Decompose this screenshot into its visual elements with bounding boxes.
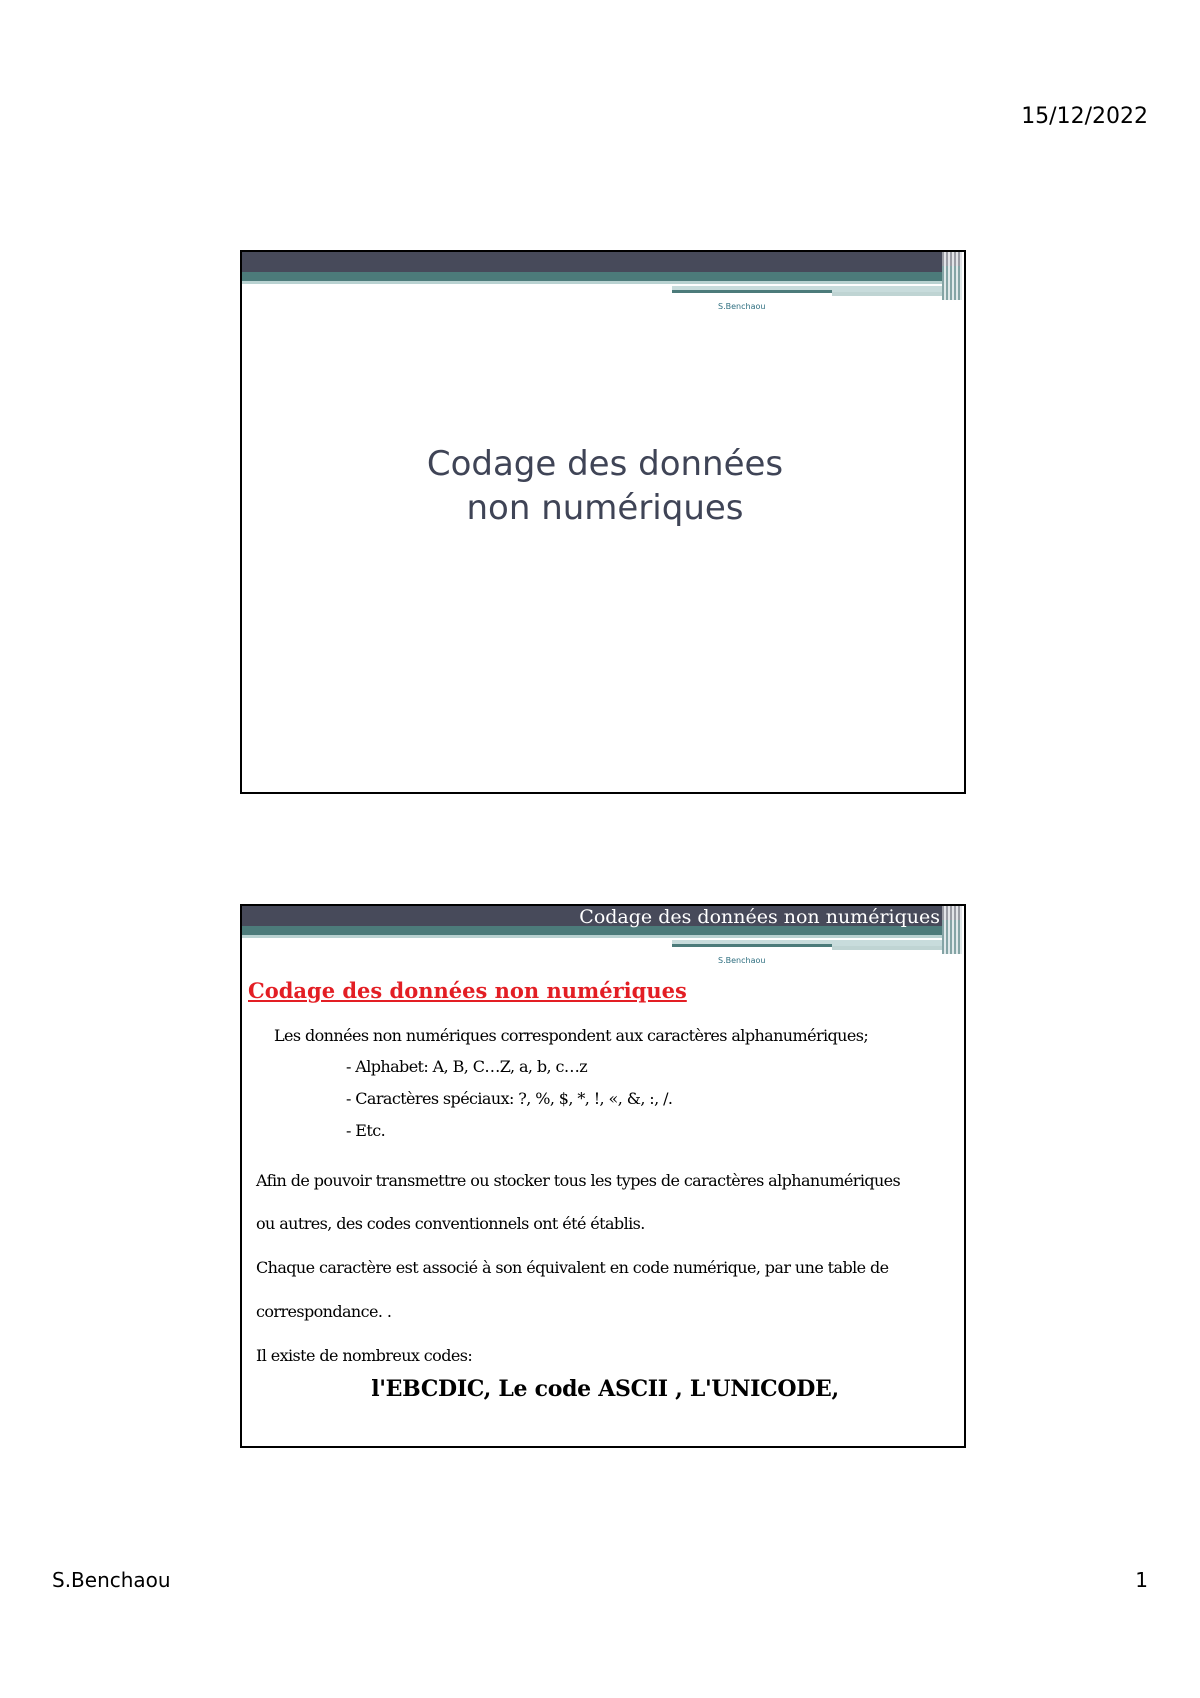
paragraph-3: Il existe de nombreux codes:: [256, 1346, 473, 1365]
header-bar-dark: [242, 252, 942, 272]
codes-list: l'EBCDIC, Le code ASCII , L'UNICODE,: [371, 1376, 839, 1402]
slide-title-line-1: Codage des données: [426, 444, 784, 484]
header-bar-pale-tail: [832, 292, 942, 296]
slide-header-decoration: [242, 252, 964, 322]
slide-author-small: S.Benchaou: [718, 956, 766, 965]
paragraph-2-line-1: Chaque caractère est associé à son équivalent en code numérique, par une table de: [256, 1258, 889, 1277]
bullet-alphabet: - Alphabet: A, B, C…Z, a, b, c…z: [346, 1057, 588, 1076]
paragraph-1-line-2: ou autres, des codes conventionnels ont été établis.: [256, 1214, 645, 1233]
intro-text: Les données non numériques correspondent aux caractères alphanumériques;: [274, 1026, 869, 1045]
header-bar-teal-short: [672, 944, 832, 947]
paragraph-1-line-1: Afin de pouvoir transmettre ou stocker tous les types de caractères alphanumériques: [256, 1171, 901, 1190]
header-bar-teal-short: [672, 290, 832, 293]
slide-1: [240, 250, 966, 794]
bullet-etc: - Etc.: [346, 1121, 386, 1140]
header-bar-pale: [242, 935, 942, 938]
slide-header-title: Codage des données non numériques: [579, 906, 940, 928]
header-stripes-teal: [942, 266, 962, 300]
header-stripes-teal: [942, 920, 962, 954]
page-date: 15/12/2022: [1021, 104, 1148, 129]
header-bar-pale-tail: [832, 946, 942, 950]
page-author: S.Benchaou: [52, 1568, 171, 1592]
slide-author-small: S.Benchaou: [718, 302, 766, 311]
bullet-special-chars: - Caractères spéciaux: ?, %, $, *, !, «, &, :, /.: [346, 1089, 673, 1108]
slide-2: [240, 904, 966, 1448]
slide-title-line-2: non numériques: [466, 488, 744, 528]
slide-heading: Codage des données non numériques: [248, 978, 687, 1003]
paragraph-2-line-2: correspondance. .: [256, 1302, 392, 1321]
header-bar-teal: [242, 272, 942, 281]
header-bar-pale: [242, 281, 942, 284]
slide-title: [242, 442, 966, 530]
page-number: 1: [1135, 1568, 1148, 1592]
